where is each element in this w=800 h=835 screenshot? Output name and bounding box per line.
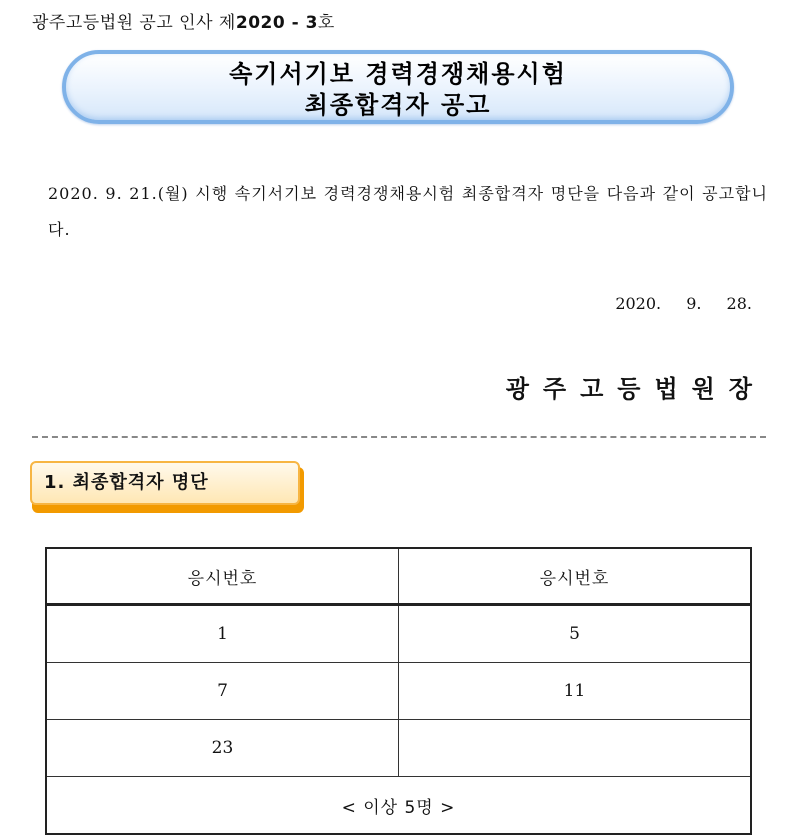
announcement-date: 2020. 9. 28. [615, 294, 752, 313]
table-cell: 1 [46, 605, 399, 663]
successful-candidates-table [45, 547, 752, 835]
section-heading-label: 1. 최종합격자 명단 [30, 461, 300, 505]
announcement-paragraph: 2020. 9. 21.(월) 시행 속기서기보 경력경쟁채용시험 최종합격자 명단을 다음과 같이 공고합니다. [48, 184, 768, 239]
signer-name: 광주고등법원장 [505, 375, 766, 403]
table-cell: 5 [399, 605, 752, 663]
table-row [46, 605, 751, 663]
title-banner [62, 50, 734, 124]
column-header: 응시번호 [46, 548, 399, 605]
table-cell: 7 [46, 663, 399, 720]
notice-number-prefix: 광주고등법원 공고 인사 제 [32, 13, 236, 33]
notice-number-suffix: 호 [317, 13, 335, 33]
table-summary-row [46, 777, 751, 835]
section-divider [32, 436, 766, 438]
table-summary: < 이상 5명 > [46, 777, 751, 835]
title-line-1: 속기서기보 경력경쟁채용시험 [229, 60, 567, 88]
section-heading [30, 461, 304, 515]
table-cell: 11 [399, 663, 752, 720]
table-cell [399, 720, 752, 777]
table-row [46, 663, 751, 720]
title-line-2: 최종합격자 공고 [304, 91, 492, 119]
table-header-row [46, 548, 751, 605]
table-cell: 23 [46, 720, 399, 777]
table-row [46, 720, 751, 777]
notice-number [32, 8, 335, 33]
column-header: 응시번호 [399, 548, 752, 605]
notice-number-value: 2020 - 3 [235, 13, 318, 33]
